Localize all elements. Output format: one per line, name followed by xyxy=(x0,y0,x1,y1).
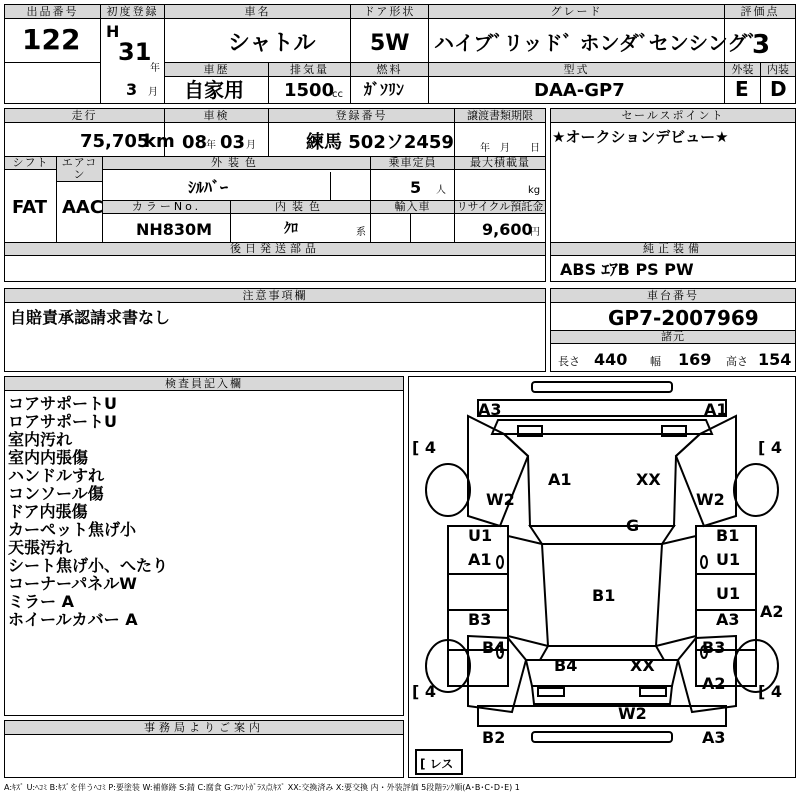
history-label: 車歴 xyxy=(165,63,268,77)
office-label: 事務局よりご案内 xyxy=(5,721,403,735)
shift-label: シフト xyxy=(5,157,56,170)
insp-year-unit: 年 xyxy=(206,140,216,151)
insp-month: 03 xyxy=(220,132,246,153)
displacement-unit: cc xyxy=(332,89,343,100)
hgt: 154 xyxy=(758,350,792,369)
import-label: 輸入車 xyxy=(371,201,454,214)
damage-mark: A3 xyxy=(478,400,502,419)
insp-month-unit: 月 xyxy=(246,140,256,151)
later-parts-label: 後日発送部品 xyxy=(5,243,545,256)
damage-mark: A1 xyxy=(704,400,728,419)
score: 3 xyxy=(752,30,771,60)
legend: A:ｷｽﾞ U:ﾍｺﾐ B:ｷｽﾞを伴うﾍｺﾐ P:要塗装 W:補修跡 S:錆 C:腐食 G:ﾌﾛﾝﾄｶﾞﾗｽ点ｷｽﾞ XX:交換済み X:要交換 内・外装評価 5段階ﾗﾝｸ順(A･B･C･D･E) 1 xyxy=(4,783,520,792)
damage-mark: B4 xyxy=(482,638,506,657)
fuel: ｶﾞｿﾘﾝ xyxy=(364,80,405,99)
caution-label: 注意事項欄 xyxy=(5,289,545,303)
note-item: シート焦げ小、へたり xyxy=(8,556,169,575)
note-item: ミラー A xyxy=(8,592,74,611)
ac: AAC xyxy=(62,197,104,218)
damage-mark: W2 xyxy=(618,704,647,723)
damage-mark: B3 xyxy=(468,610,492,629)
mileage-label: 走行 xyxy=(5,109,164,123)
lot-no: 122 xyxy=(22,23,81,56)
note-item: 室内内張傷 xyxy=(8,448,89,467)
damage-mark: U1 xyxy=(716,550,741,569)
inspection-label: 車検 xyxy=(165,109,268,123)
grade-label: グレード xyxy=(429,5,724,19)
car-name: シャトル xyxy=(228,31,316,56)
insp-year: 08 xyxy=(182,132,208,153)
note-item: ロアサポートU xyxy=(8,412,117,431)
tire-front-left-label: [ 4 xyxy=(412,438,437,457)
int-color-unit: 系 xyxy=(356,227,366,238)
damage-mark: A1 xyxy=(468,550,492,569)
recycle-label: リサイクル預託金 xyxy=(456,200,544,213)
damage-mark: A3 xyxy=(716,610,740,629)
note-item: ハンドルすれ xyxy=(8,466,105,485)
damage-mark: U1 xyxy=(468,526,493,545)
ext-color-label: 外装色 xyxy=(103,157,370,170)
first-reg-month-unit: 月 xyxy=(148,87,158,98)
inspector-notes xyxy=(8,395,168,629)
note-item: コアサポートU xyxy=(8,394,117,413)
displacement: 1500 xyxy=(284,80,335,101)
note-item: 室内汚れ xyxy=(8,430,73,449)
capacity-unit: 人 xyxy=(436,185,446,196)
plate: 練馬 502ソ2459 xyxy=(306,132,454,153)
caution: 自賠責承認請求書なし xyxy=(10,308,171,327)
equip-label: 純正装備 xyxy=(551,243,795,256)
transfer-day-unit: 日 xyxy=(530,143,540,154)
ext-label: 外装 xyxy=(725,63,760,77)
load-label: 最大積載量 xyxy=(455,157,545,170)
hgt-label: 高さ xyxy=(726,355,748,368)
model-label: 型式 xyxy=(429,63,724,77)
ext-score: E xyxy=(735,77,749,101)
tire-front-right-label: [ 4 xyxy=(758,438,783,457)
color-no: NH830M xyxy=(136,220,213,239)
displacement-label: 排気量 xyxy=(269,63,350,77)
lot-no-label: 出品番号 xyxy=(5,5,100,19)
fuel-label: 燃料 xyxy=(351,63,428,77)
damage-mark: B2 xyxy=(482,728,506,747)
note-item: コーナーパネルW xyxy=(8,574,137,593)
first-reg-label: 初度登録 xyxy=(101,5,164,19)
capacity: 5 xyxy=(410,178,422,197)
chassis: GP7-2007969 xyxy=(608,306,759,330)
int-label: 内装 xyxy=(761,63,795,77)
len: 440 xyxy=(594,350,628,369)
spec-label: 諸元 xyxy=(551,331,795,344)
damage-mark: XX xyxy=(636,470,661,489)
transfer-month-unit: 月 xyxy=(500,143,510,154)
tire-rear-right-label: [ 4 xyxy=(758,682,783,701)
damage-mark: B1 xyxy=(716,526,740,545)
first-reg-year-unit: 年 xyxy=(150,63,160,74)
grade: ハイブﾞリッドﾞ ホンダﾞセンシングﾞ xyxy=(434,31,758,55)
first-reg-month: 3 xyxy=(126,80,138,99)
note-item: カーペット焦げ小 xyxy=(8,520,137,539)
color-no-label: カラーNo. xyxy=(103,201,230,214)
equip: ABS ｴｱB PS PW xyxy=(560,260,694,279)
damage-mark: W2 xyxy=(486,490,515,509)
note-item: ドア内張傷 xyxy=(8,502,88,521)
inspector-label: 検査員記入欄 xyxy=(5,377,403,391)
damage-mark: B3 xyxy=(702,638,726,657)
mileage: 75,705 xyxy=(80,131,150,152)
first-reg-era: H xyxy=(106,22,120,41)
shift: FAT xyxy=(12,197,48,218)
damage-mark: A3 xyxy=(702,728,726,747)
damage-mark: B4 xyxy=(554,656,578,675)
wid-label: 幅 xyxy=(650,355,661,368)
int-score: D xyxy=(770,77,787,101)
tire-rear-left-label: [ 4 xyxy=(412,682,437,701)
damage-mark: A2 xyxy=(702,674,726,693)
door-label: ドア形状 xyxy=(351,5,428,19)
spare-label: [ レス xyxy=(420,757,454,771)
car-name-label: 車名 xyxy=(165,5,350,19)
sales-text: ★オークションデビュー★ xyxy=(552,128,729,146)
history: 自家用 xyxy=(184,78,244,102)
damage-mark: W2 xyxy=(696,490,725,509)
note-item: 天張汚れ xyxy=(8,538,73,557)
model: DAA-GP7 xyxy=(534,80,625,101)
car-diagram xyxy=(408,376,796,778)
plate-label: 登録番号 xyxy=(269,109,454,123)
int-color: ｸﾛ xyxy=(284,221,298,237)
score-label: 評価点 xyxy=(725,5,795,19)
damage-mark: B1 xyxy=(592,586,616,605)
note-item: ホイールカバー A xyxy=(8,610,138,629)
capacity-label: 乗車定員 xyxy=(371,157,454,170)
recycle-unit: 円 xyxy=(530,227,540,238)
damage-mark: U1 xyxy=(716,584,741,603)
ext-color: ｼﾙﾊﾞｰ xyxy=(188,178,229,197)
transfer-label: 譲渡書類期限 xyxy=(455,109,545,123)
mileage-unit: km xyxy=(144,131,175,152)
door: 5W xyxy=(370,31,410,56)
chassis-label: 車台番号 xyxy=(551,289,795,303)
damage-mark: G xyxy=(626,516,640,535)
damage-mark: A1 xyxy=(548,470,572,489)
wid: 169 xyxy=(678,350,712,369)
transfer-year-unit: 年 xyxy=(480,143,490,154)
damage-mark: A2 xyxy=(760,602,784,621)
ac-label: エアコン xyxy=(57,157,102,182)
load-unit: kg xyxy=(528,185,541,196)
first-reg-year: 31 xyxy=(118,38,152,66)
int-color-label: 内装色 xyxy=(231,201,370,214)
damage-mark: XX xyxy=(630,656,655,675)
note-item: コンソール傷 xyxy=(8,484,104,503)
sales-label: セールスポイント xyxy=(551,109,795,123)
recycle: 9,600 xyxy=(482,220,533,239)
len-label: 長さ xyxy=(558,355,580,368)
